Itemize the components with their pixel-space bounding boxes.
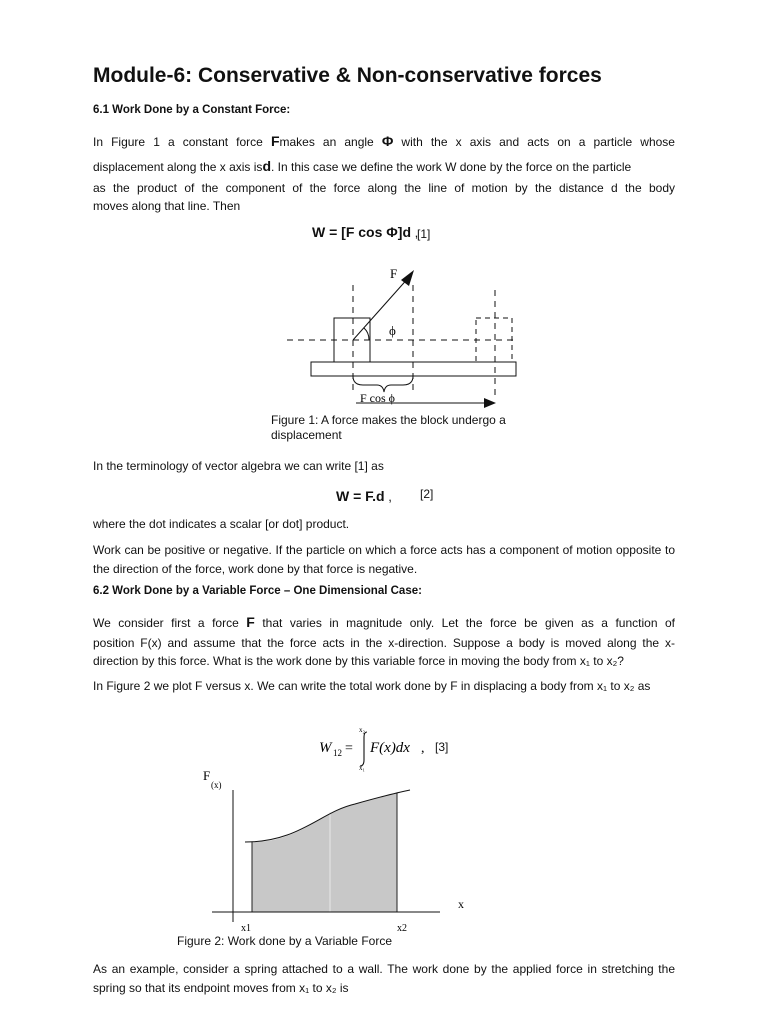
equation-2-separator: , [388, 489, 392, 504]
figure-1-angle-arc [364, 328, 369, 340]
paragraph-6-2-line-3: direction by this force. What is the work done by this variable force in moving the body from x₁ to x₂? [93, 654, 624, 668]
paragraph-spring-example: As an example, consider a spring attached to a wall. The work done by the applied force in stretching the spring so that its endpoint moves from x₁ to x₂ is [93, 962, 675, 995]
figure-2-shaded-area [252, 793, 397, 912]
figure-2-x2-label: x2 [397, 923, 407, 934]
text-span: with the x axis and acts on a particle whose [401, 135, 675, 149]
text-span: . In this case we define the work W done by the force on the particle [271, 160, 632, 174]
figure-2-ylabel: F [203, 768, 211, 783]
equation-3-separator: , [421, 741, 425, 756]
figure-2-ylabel-sub: (x) [211, 780, 222, 790]
paragraph-6-2-line-2: position F(x) and assume that the force acts in the x-direction. Suppose a body is moved along the x- [93, 636, 675, 650]
figure-1-caption: Figure 1: A force makes the block undergo a displacement [271, 413, 506, 442]
section-heading-6-2: 6.2 Work Done by a Variable Force – One Dimensional Case: [93, 585, 422, 597]
figure-1-force-line [353, 276, 410, 340]
paragraph-6-1-line-2 [93, 157, 675, 176]
page-title: Module-6: Conservative & Non-conservative forces [93, 64, 602, 87]
paragraph-work-sign: Work can be positive or negative. If the particle on which a force acts has a component of motion opposite to the direction of the force, work done by that force is negative. [93, 543, 675, 576]
equation-3-upper-limit: x₂ [359, 726, 365, 734]
equation-3-lhs: W [319, 740, 332, 756]
figure-2-x1-label: x1 [241, 923, 251, 934]
equation-3-subscript: 12 [333, 748, 342, 758]
equation-1-separator: , [414, 225, 419, 240]
figure-2-diagram [195, 765, 475, 935]
equation-1-body: W = [F cos Φ]d [312, 224, 411, 240]
figure-2-caption: Figure 2: Work done by a Variable Force [177, 934, 392, 948]
equation-2-body: W = F.d [336, 488, 385, 504]
figure-1-diagram [280, 262, 525, 414]
text-span: In Figure 1 a constant force [93, 135, 263, 149]
figure-1-label-Fcos: F cos ϕ [360, 391, 395, 405]
figure-1-label-F: F [390, 266, 398, 281]
equation-2 [336, 488, 392, 504]
equation-3-integral-sign [360, 732, 367, 766]
text-span: displacement along the x axis is [93, 160, 263, 174]
paragraph-6-1-line-1 [93, 132, 675, 151]
symbol-d: d [262, 158, 271, 174]
paragraph-6-2-line-1 [93, 613, 675, 632]
equation-3-integrand: F(x)dx [370, 740, 410, 756]
equation-1-ref: [1] [417, 227, 431, 241]
figure-1-brace [353, 376, 413, 392]
equation-3-equals: = [345, 741, 353, 756]
equation-3-lower-limit: x₁ [359, 764, 365, 772]
section-heading-6-1: 6.1 Work Done by a Constant Force: [93, 104, 291, 116]
text-span: We consider first a force [93, 616, 239, 630]
figure-1-displaced-block [476, 318, 512, 362]
paragraph-dot-product: where the dot indicates a scalar [or dot] product. [93, 517, 350, 531]
figure-1-displacement-arrowhead [484, 398, 496, 408]
figure-2-xlabel: x [458, 897, 464, 911]
text-span: makes an angle [279, 135, 374, 149]
text-span: that varies in magnitude only. Let the force be given as a function of [262, 616, 675, 630]
figure-1-label-phi: ϕ [389, 323, 396, 338]
paragraph-vector-algebra: In the terminology of vector algebra we can write [1] as [93, 459, 384, 473]
equation-1 [312, 224, 418, 240]
paragraph-6-1-line-4: moves along that line. Then [93, 199, 241, 213]
equation-3-ref: [3] [435, 740, 449, 754]
paragraph-figure-2-intro: In Figure 2 we plot F versus x. We can write the total work done by F in displacing a body from x₁ to x₂ as [93, 679, 651, 693]
symbol-F: F [246, 614, 255, 630]
symbol-phi: Φ [381, 133, 394, 149]
equation-2-ref: [2] [420, 487, 434, 501]
paragraph-6-1-line-3: as the product of the component of the force along the line of motion by the distance d the body [93, 181, 675, 195]
symbol-F: F [270, 133, 280, 149]
